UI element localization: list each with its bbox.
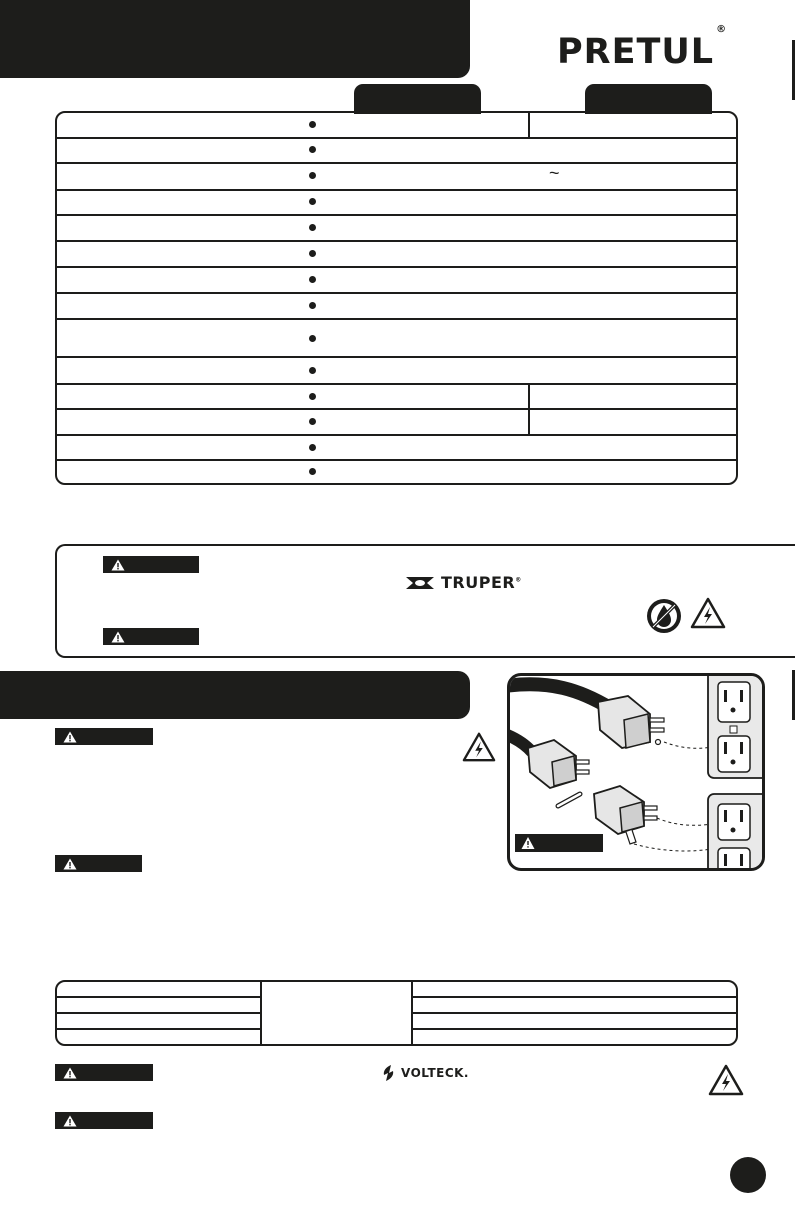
warning-badge xyxy=(55,728,153,745)
electric-shock-icon xyxy=(690,597,726,629)
extension-cord-table xyxy=(55,980,738,1046)
no-water-icon xyxy=(645,597,683,635)
electric-shock-icon xyxy=(708,1064,744,1096)
column-divider xyxy=(528,113,530,137)
table-divider xyxy=(57,240,736,242)
warning-badge xyxy=(55,1064,153,1081)
bullet-dot xyxy=(309,468,316,475)
warning-triangle-icon xyxy=(63,1115,77,1127)
warning-badge xyxy=(55,855,142,872)
specifications-table xyxy=(55,111,738,485)
electric-shock-icon xyxy=(462,731,496,763)
table-divider xyxy=(57,266,736,268)
bullet-dot xyxy=(309,146,316,153)
bullet-dot xyxy=(309,393,316,400)
plug-outlet-illustration xyxy=(507,673,765,871)
brand-logo xyxy=(557,24,728,72)
table-divider xyxy=(57,408,736,410)
bullet-dot xyxy=(309,367,316,374)
table-divider xyxy=(57,162,736,164)
bullet-dot xyxy=(309,224,316,231)
volteck-mark-icon xyxy=(380,1064,398,1082)
page-number-circle xyxy=(730,1157,766,1193)
bullet-dot xyxy=(309,250,316,257)
brand-registered: ® xyxy=(716,24,728,36)
warning-triangle-icon xyxy=(111,559,125,571)
brand-name: PRETUL xyxy=(557,32,715,72)
warning-triangle-icon xyxy=(111,631,125,643)
section-header-bar xyxy=(0,671,470,719)
truper-registered: ® xyxy=(515,576,522,584)
table-divider xyxy=(57,189,736,191)
volteck-logo xyxy=(380,1064,469,1082)
table-divider xyxy=(57,137,736,139)
table-divider xyxy=(411,1012,736,1014)
table-divider xyxy=(411,1028,736,1030)
volteck-name: VOLTECK. xyxy=(401,1066,469,1080)
header-bar xyxy=(0,0,470,78)
table-divider xyxy=(57,1012,260,1014)
table-divider xyxy=(57,214,736,216)
outlet-icon xyxy=(708,676,762,778)
table-divider xyxy=(57,356,736,358)
table-divider xyxy=(57,292,736,294)
warning-badge xyxy=(55,1112,153,1129)
table-divider xyxy=(411,996,736,998)
bullet-dot xyxy=(309,302,316,309)
bullet-dot xyxy=(309,444,316,451)
table-divider xyxy=(57,1028,260,1030)
plug-icon xyxy=(510,676,762,868)
table-divider xyxy=(57,434,736,436)
warning-triangle-icon xyxy=(63,858,77,870)
spec-tab-right xyxy=(585,84,712,114)
table-divider xyxy=(57,459,736,461)
table-divider xyxy=(57,383,736,385)
tilde-symbol: ~ xyxy=(549,163,560,183)
bullet-dot xyxy=(309,198,316,205)
truper-name: TRUPER xyxy=(441,573,516,592)
truper-mark-icon xyxy=(405,576,435,590)
column-divider xyxy=(411,982,413,1044)
warning-triangle-icon xyxy=(63,1067,77,1079)
truper-logo xyxy=(405,573,522,592)
spec-tab-left xyxy=(354,84,481,114)
warning-badge xyxy=(103,556,199,573)
table-divider xyxy=(57,318,736,320)
table-divider xyxy=(57,996,260,998)
bullet-dot xyxy=(309,418,316,425)
bullet-dot xyxy=(309,121,316,128)
column-divider xyxy=(260,982,262,1044)
bullet-dot xyxy=(309,172,316,179)
warning-badge xyxy=(103,628,199,645)
bullet-dot xyxy=(309,335,316,342)
bullet-dot xyxy=(309,276,316,283)
column-divider xyxy=(528,383,530,434)
warning-triangle-icon xyxy=(63,731,77,743)
